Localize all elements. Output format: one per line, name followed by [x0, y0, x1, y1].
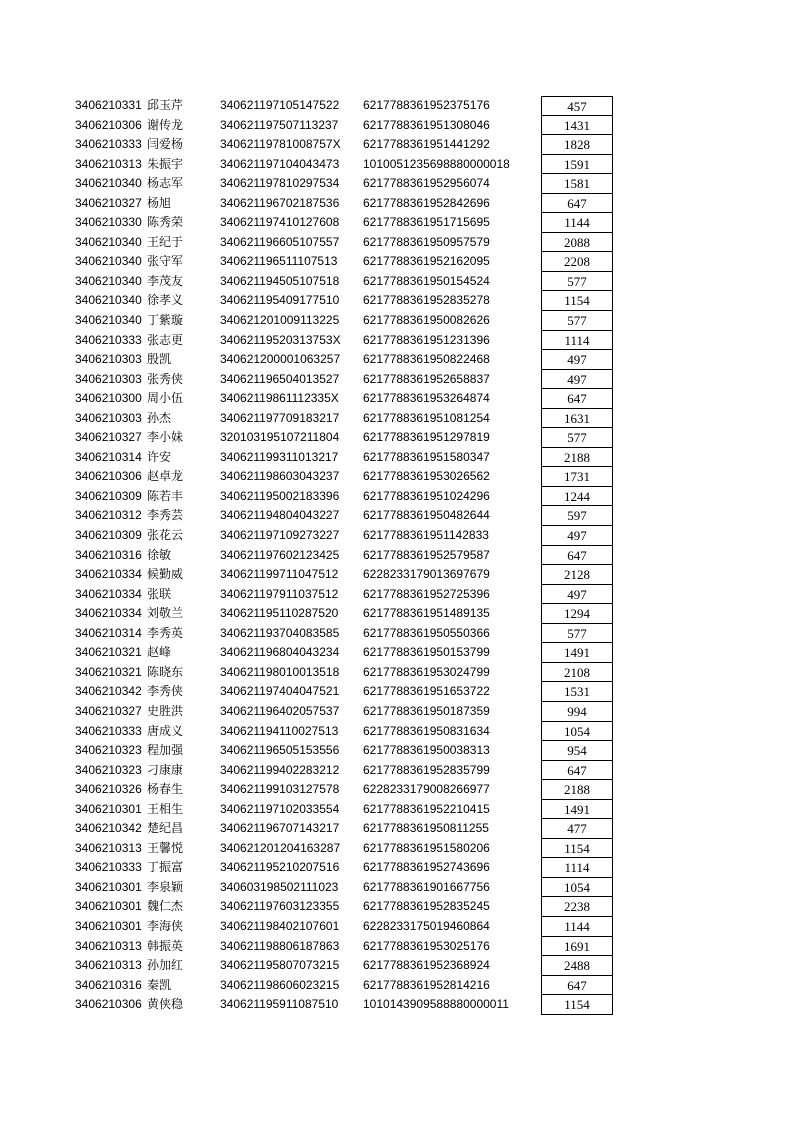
table-row — [0, 624, 793, 644]
name-cell[interactable]: 唐成义 — [147, 723, 184, 738]
amount-cell[interactable]: 2188 — [541, 448, 613, 468]
code-cell[interactable]: 3406210340 — [75, 176, 142, 191]
code-cell[interactable]: 3406210314 — [75, 625, 142, 640]
account-number-cell[interactable]: 6217788361901667756 — [363, 879, 490, 894]
name-cell[interactable]: 王馨悦 — [147, 840, 184, 855]
id-number-cell[interactable]: 340621194505107518 — [220, 273, 340, 288]
account-number-cell[interactable]: 6217788361950187359 — [363, 703, 490, 718]
code-cell[interactable]: 3406210316 — [75, 977, 142, 992]
code-cell[interactable]: 3406210340 — [75, 273, 142, 288]
id-number-cell[interactable]: 340621195002183396 — [220, 488, 340, 503]
amount-cell[interactable]: 497 — [541, 350, 613, 370]
code-cell[interactable]: 3406210306 — [75, 997, 142, 1012]
name-cell[interactable]: 杨春生 — [147, 782, 184, 797]
name-cell[interactable]: 闫爱杨 — [147, 137, 184, 152]
id-number-cell[interactable]: 340621194804043227 — [220, 508, 340, 523]
id-number-cell[interactable]: 340621197104043473 — [220, 156, 340, 171]
spreadsheet-table — [0, 96, 793, 1015]
code-cell[interactable]: 3406210342 — [75, 684, 142, 699]
table-row — [0, 604, 793, 624]
code-cell[interactable]: 3406210340 — [75, 293, 142, 308]
table-row — [0, 722, 793, 742]
id-number-cell[interactable]: 340621194110027513 — [220, 723, 339, 738]
name-cell[interactable]: 陈若丰 — [147, 488, 184, 503]
account-number-cell[interactable]: 6217788361952658837 — [363, 371, 490, 386]
name-cell[interactable]: 许安 — [147, 449, 172, 464]
id-number-cell[interactable]: 340621195807073215 — [220, 958, 340, 973]
amount-cell[interactable]: 1114 — [541, 858, 613, 878]
table-row — [0, 780, 793, 800]
name-cell[interactable]: 邱玉芹 — [147, 98, 184, 112]
amount-cell[interactable]: 2188 — [541, 780, 613, 800]
id-number-cell[interactable]: 340621198010013518 — [220, 664, 340, 679]
account-number-cell[interactable]: 6217788361953024799 — [363, 664, 490, 679]
code-cell[interactable]: 3406210334 — [75, 606, 142, 621]
amount-cell[interactable]: 1491 — [541, 643, 613, 663]
amount-cell[interactable]: 2488 — [541, 956, 613, 976]
name-cell[interactable]: 丁振富 — [147, 860, 184, 875]
amount-cell[interactable]: 1114 — [541, 331, 613, 351]
code-cell[interactable]: 3406210330 — [75, 215, 142, 230]
id-number-cell[interactable]: 34062119520313753X — [220, 332, 341, 347]
amount-cell[interactable]: 1731 — [541, 467, 613, 487]
id-number-cell[interactable]: 340621196504013527 — [220, 371, 340, 386]
name-cell[interactable]: 殷凯 — [147, 352, 172, 367]
table-row — [0, 858, 793, 878]
account-number-cell[interactable]: 6217788361952210415 — [363, 801, 490, 816]
code-cell[interactable]: 3406210326 — [75, 782, 142, 797]
name-cell[interactable]: 赵卓龙 — [147, 469, 184, 484]
account-number-cell[interactable]: 6217788361952579587 — [363, 547, 490, 562]
amount-cell[interactable]: 577 — [541, 428, 613, 448]
id-number-cell[interactable]: 320103195107211804 — [220, 430, 340, 445]
code-cell[interactable]: 3406210301 — [75, 899, 142, 914]
account-number-cell[interactable]: 6217788361950811255 — [363, 821, 489, 836]
name-cell[interactable]: 孙加红 — [147, 958, 184, 973]
table-row — [0, 585, 793, 605]
amount-cell[interactable]: 1294 — [541, 604, 613, 624]
name-cell[interactable]: 李秀芸 — [147, 508, 184, 523]
amount-cell[interactable]: 2108 — [541, 663, 613, 683]
code-cell[interactable]: 3406210312 — [75, 508, 142, 523]
table-row — [0, 135, 793, 155]
table-row — [0, 213, 793, 233]
amount-cell[interactable]: 954 — [541, 741, 613, 761]
code-cell[interactable]: 3406210301 — [75, 801, 142, 816]
amount-cell[interactable]: 577 — [541, 311, 613, 331]
amount-cell[interactable]: 647 — [541, 194, 613, 214]
amount-cell[interactable]: 1691 — [541, 937, 613, 957]
amount-cell[interactable]: 647 — [541, 546, 613, 566]
id-number-cell[interactable]: 340621196804043234 — [220, 645, 340, 660]
name-cell[interactable]: 李茂友 — [147, 273, 184, 288]
name-cell[interactable]: 李秀英 — [147, 625, 184, 640]
table-row — [0, 878, 793, 898]
table-row — [0, 370, 793, 390]
account-number-cell[interactable]: 6217788361952814216 — [363, 977, 490, 992]
table-row — [0, 409, 793, 429]
id-number-cell[interactable]: 340621201009113225 — [220, 313, 340, 328]
amount-cell[interactable]: 1591 — [541, 155, 613, 175]
name-cell[interactable]: 杨志军 — [147, 176, 184, 191]
table-row — [0, 174, 793, 194]
amount-cell[interactable]: 497 — [541, 526, 613, 546]
name-cell[interactable]: 李秀侠 — [147, 684, 184, 699]
id-number-cell[interactable]: 340621197507113237 — [220, 117, 339, 132]
id-number-cell[interactable]: 340621196702187536 — [220, 195, 340, 210]
code-cell[interactable]: 3406210342 — [75, 821, 142, 836]
code-cell[interactable]: 3406210301 — [75, 879, 142, 894]
code-cell[interactable]: 3406210340 — [75, 234, 142, 249]
code-cell[interactable]: 3406210314 — [75, 449, 142, 464]
id-number-cell[interactable]: 340621198806187863 — [220, 938, 340, 953]
table-row — [0, 291, 793, 311]
account-number-cell[interactable]: 6217788361950831634 — [363, 723, 490, 738]
table-row — [0, 506, 793, 526]
table-row — [0, 976, 793, 996]
account-number-cell[interactable]: 6217788361951580347 — [363, 449, 490, 464]
table-row — [0, 702, 793, 722]
amount-cell[interactable]: 2208 — [541, 252, 613, 272]
account-number-cell[interactable]: 6217788361951441292 — [363, 137, 490, 152]
id-number-cell[interactable]: 340621196402057537 — [220, 703, 340, 718]
code-cell[interactable]: 3406210313 — [75, 938, 142, 953]
amount-cell[interactable]: 647 — [541, 761, 613, 781]
amount-cell[interactable]: 2238 — [541, 897, 613, 917]
name-cell[interactable]: 周小伍 — [147, 391, 184, 406]
id-number-cell[interactable]: 340603198502111023 — [220, 879, 339, 894]
code-cell[interactable]: 3406210323 — [75, 762, 142, 777]
code-cell[interactable]: 3406210340 — [75, 254, 142, 269]
name-cell[interactable]: 刘敬兰 — [147, 606, 184, 621]
account-number-cell[interactable]: 6217788361950154524 — [363, 273, 490, 288]
id-number-cell[interactable]: 340621197410127608 — [220, 215, 340, 230]
code-cell[interactable]: 3406210334 — [75, 567, 142, 582]
code-cell[interactable]: 3406210303 — [75, 410, 142, 425]
name-cell[interactable]: 谢传龙 — [147, 117, 184, 132]
code-cell[interactable]: 3406210303 — [75, 352, 142, 367]
id-number-cell[interactable]: 340621199711047512 — [220, 567, 339, 582]
id-number-cell[interactable]: 340621197105147522 — [220, 98, 340, 112]
id-number-cell[interactable]: 34062119781008757X — [220, 137, 341, 152]
name-cell[interactable]: 史胜洪 — [147, 703, 184, 718]
table-row — [0, 917, 793, 937]
table-row — [0, 194, 793, 214]
account-number-cell[interactable]: 6217788361952725396 — [363, 586, 490, 601]
id-number-cell[interactable]: 340621200001063257 — [220, 352, 341, 367]
code-cell[interactable]: 3406210333 — [75, 860, 142, 875]
id-number-cell[interactable]: 340621197810297534 — [220, 176, 340, 191]
code-cell[interactable]: 3406210331 — [75, 98, 142, 112]
amount-cell[interactable]: 2128 — [541, 565, 613, 585]
name-cell[interactable]: 李海侠 — [147, 918, 184, 933]
code-cell[interactable]: 3406210333 — [75, 332, 142, 347]
code-cell[interactable]: 3406210340 — [75, 313, 142, 328]
account-number-cell[interactable]: 6217788361952743696 — [363, 860, 490, 875]
table-row — [0, 741, 793, 761]
name-cell[interactable]: 韩振英 — [147, 938, 184, 953]
amount-cell[interactable]: 1431 — [541, 116, 613, 136]
account-number-cell[interactable]: 6217788361952162095 — [363, 254, 490, 269]
code-cell[interactable]: 3406210334 — [75, 586, 142, 601]
account-number-cell[interactable]: 6217788361953026562 — [363, 469, 490, 484]
name-cell[interactable]: 赵峰 — [147, 645, 172, 660]
table-row — [0, 995, 793, 1015]
name-cell[interactable]: 楚纪昌 — [147, 821, 184, 836]
amount-cell[interactable]: 1154 — [541, 839, 613, 859]
name-cell[interactable]: 李小妹 — [147, 430, 184, 445]
name-cell[interactable]: 张守军 — [147, 254, 184, 269]
table-row — [0, 643, 793, 663]
account-number-cell[interactable]: 6217788361950038313 — [363, 743, 490, 758]
name-cell[interactable]: 孙杰 — [147, 410, 172, 425]
name-cell[interactable]: 丁紫璇 — [147, 313, 184, 328]
table-row — [0, 116, 793, 136]
table-row — [0, 800, 793, 820]
account-number-cell[interactable]: 6217788361953025176 — [363, 938, 490, 953]
name-cell[interactable]: 秦凯 — [147, 977, 172, 992]
amount-cell[interactable]: 1054 — [541, 722, 613, 742]
code-cell[interactable]: 3406210313 — [75, 958, 142, 973]
name-cell[interactable]: 陈晓东 — [147, 664, 184, 679]
table-row — [0, 350, 793, 370]
account-number-cell[interactable]: 6217788361952956074 — [363, 176, 490, 191]
table-row — [0, 897, 793, 917]
amount-cell[interactable]: 577 — [541, 272, 613, 292]
table-row — [0, 311, 793, 331]
amount-cell[interactable]: 994 — [541, 702, 613, 722]
account-number-cell[interactable]: 6217788361950482644 — [363, 508, 490, 523]
id-number-cell[interactable]: 340621197109273227 — [220, 528, 340, 543]
name-cell[interactable]: 张花云 — [147, 528, 184, 543]
account-number-cell[interactable]: 6217788361951297819 — [363, 430, 490, 445]
id-number-cell[interactable]: 340621193704083585 — [220, 625, 340, 640]
name-cell[interactable]: 朱振宇 — [147, 156, 184, 171]
table-row — [0, 233, 793, 253]
table-row — [0, 331, 793, 351]
amount-cell[interactable]: 457 — [541, 96, 613, 116]
account-number-cell[interactable]: 6217788361951580206 — [363, 840, 490, 855]
table-row — [0, 682, 793, 702]
name-cell[interactable]: 徐敏 — [147, 547, 172, 562]
id-number-cell[interactable]: 340621197911037512 — [220, 586, 339, 601]
amount-cell[interactable]: 1631 — [541, 409, 613, 429]
id-number-cell[interactable]: 340621195110287520 — [220, 606, 339, 621]
code-cell[interactable]: 3406210323 — [75, 743, 142, 758]
amount-cell[interactable]: 1491 — [541, 800, 613, 820]
id-number-cell[interactable]: 340621197709183217 — [220, 410, 340, 425]
table-row — [0, 448, 793, 468]
amount-cell[interactable]: 1144 — [541, 213, 613, 233]
account-number-cell[interactable]: 6217788361951081254 — [363, 410, 490, 425]
name-cell[interactable]: 张秀侠 — [147, 371, 184, 386]
amount-cell[interactable]: 647 — [541, 389, 613, 409]
table-row — [0, 663, 793, 683]
amount-cell[interactable]: 497 — [541, 585, 613, 605]
table-row — [0, 272, 793, 292]
table-row — [0, 565, 793, 585]
name-cell[interactable]: 徐孝义 — [147, 293, 184, 308]
table-row — [0, 487, 793, 507]
table-row — [0, 428, 793, 448]
amount-cell[interactable]: 1154 — [541, 291, 613, 311]
id-number-cell[interactable]: 340621196605107557 — [220, 234, 340, 249]
name-cell[interactable]: 李泉颖 — [147, 879, 184, 894]
id-number-cell[interactable]: 340621196505153556 — [220, 743, 340, 758]
table-row — [0, 155, 793, 175]
code-cell[interactable]: 3406210327 — [75, 195, 142, 210]
id-number-cell[interactable]: 340621196707143217 — [220, 821, 340, 836]
name-cell[interactable]: 张联 — [147, 586, 172, 601]
account-number-cell[interactable]: 6217788361952835799 — [363, 762, 490, 777]
id-number-cell[interactable]: 340621197404047521 — [220, 684, 340, 699]
id-number-cell[interactable]: 340621197602123425 — [220, 547, 340, 562]
name-cell[interactable]: 候勤威 — [147, 567, 184, 582]
name-cell[interactable]: 陈秀荣 — [147, 215, 184, 230]
code-cell[interactable]: 3406210309 — [75, 488, 142, 503]
name-cell[interactable]: 王纪于 — [147, 234, 184, 249]
amount-cell[interactable]: 1581 — [541, 174, 613, 194]
id-number-cell[interactable]: 340621195210207516 — [220, 860, 340, 875]
name-cell[interactable]: 程加强 — [147, 743, 184, 758]
name-cell[interactable]: 杨旭 — [147, 195, 172, 210]
table-row — [0, 761, 793, 781]
table-row — [0, 956, 793, 976]
account-number-cell[interactable]: 6228233175019460864 — [363, 918, 490, 933]
account-number-cell[interactable]: 6217788361951308046 — [363, 117, 490, 132]
code-cell[interactable]: 3406210327 — [75, 430, 142, 445]
code-cell[interactable]: 3406210316 — [75, 547, 142, 562]
name-cell[interactable]: 黄侠稳 — [147, 997, 184, 1012]
account-number-cell[interactable]: 6217788361952835278 — [363, 293, 490, 308]
code-cell[interactable]: 3406210333 — [75, 723, 142, 738]
account-number-cell[interactable]: 6217788361951715695 — [363, 215, 490, 230]
amount-cell[interactable]: 1054 — [541, 878, 613, 898]
account-number-cell[interactable]: 6217788361950082626 — [363, 313, 490, 328]
amount-cell[interactable]: 647 — [541, 976, 613, 996]
account-number-cell[interactable]: 6217788361952835245 — [363, 899, 490, 914]
code-cell[interactable]: 3406210333 — [75, 137, 142, 152]
name-cell[interactable]: 魏仁杰 — [147, 899, 184, 914]
table-row — [0, 546, 793, 566]
account-number-cell[interactable]: 6217788361950550366 — [363, 625, 490, 640]
id-number-cell[interactable]: 340621195911087510 — [220, 997, 339, 1012]
id-number-cell[interactable]: 340621197603123355 — [220, 899, 340, 914]
account-number-cell[interactable]: 6217788361950957579 — [363, 234, 490, 249]
name-cell[interactable]: 张志更 — [147, 332, 184, 347]
code-cell[interactable]: 3406210303 — [75, 371, 142, 386]
id-number-cell[interactable]: 340621199103127578 — [220, 782, 340, 797]
id-number-cell[interactable]: 340621195409177510 — [220, 293, 340, 308]
table-row — [0, 467, 793, 487]
account-number-cell[interactable]: 1010143909588880000011 — [363, 997, 509, 1012]
account-number-cell[interactable]: 6228233179013697679 — [363, 567, 490, 582]
table-row — [0, 839, 793, 859]
name-cell[interactable]: 王相生 — [147, 801, 184, 816]
account-number-cell[interactable]: 6217788361951489135 — [363, 606, 490, 621]
account-number-cell[interactable]: 6217788361952375176 — [363, 98, 490, 112]
id-number-cell[interactable]: 340621197102033554 — [220, 801, 340, 816]
account-number-cell[interactable]: 6217788361951231396 — [363, 332, 490, 347]
table-row — [0, 526, 793, 546]
id-number-cell[interactable]: 340621196511107513 — [220, 254, 338, 269]
account-number-cell[interactable]: 6217788361951653722 — [363, 684, 490, 699]
id-number-cell[interactable]: 34062119861112335X — [220, 391, 339, 406]
code-cell[interactable]: 3406210327 — [75, 703, 142, 718]
code-cell[interactable]: 3406210313 — [75, 156, 142, 171]
account-number-cell[interactable]: 6217788361951142833 — [363, 528, 489, 543]
table-row — [0, 96, 793, 116]
code-cell[interactable]: 3406210301 — [75, 918, 142, 933]
amount-cell[interactable]: 1154 — [541, 995, 613, 1015]
id-number-cell[interactable]: 340621198402107601 — [220, 918, 340, 933]
table-row — [0, 389, 793, 409]
amount-cell[interactable]: 577 — [541, 624, 613, 644]
id-number-cell[interactable]: 340621201204163287 — [220, 840, 341, 855]
account-number-cell[interactable]: 6217788361952368924 — [363, 958, 490, 973]
code-cell[interactable]: 3406210306 — [75, 469, 142, 484]
account-number-cell[interactable]: 1010051235698880000018 — [363, 156, 510, 171]
account-number-cell[interactable]: 6217788361953264874 — [363, 391, 490, 406]
table-row — [0, 819, 793, 839]
code-cell[interactable]: 3406210321 — [75, 645, 142, 660]
id-number-cell[interactable]: 340621198603043237 — [220, 469, 340, 484]
amount-cell[interactable]: 1244 — [541, 487, 613, 507]
amount-cell[interactable]: 497 — [541, 370, 613, 390]
amount-cell[interactable]: 477 — [541, 819, 613, 839]
code-cell[interactable]: 3406210313 — [75, 840, 142, 855]
code-cell[interactable]: 3406210300 — [75, 391, 142, 406]
name-cell[interactable]: 刁康康 — [147, 762, 184, 777]
code-cell[interactable]: 3406210321 — [75, 664, 142, 679]
amount-cell[interactable]: 1144 — [541, 917, 613, 937]
amount-cell[interactable]: 1828 — [541, 135, 613, 155]
amount-cell[interactable]: 1531 — [541, 682, 613, 702]
account-number-cell[interactable]: 6217788361951024296 — [363, 488, 490, 503]
amount-cell[interactable]: 2088 — [541, 233, 613, 253]
code-cell[interactable]: 3406210306 — [75, 117, 142, 132]
table-row — [0, 252, 793, 272]
id-number-cell[interactable]: 340621198606023215 — [220, 977, 340, 992]
code-cell[interactable]: 3406210309 — [75, 528, 142, 543]
table-row — [0, 937, 793, 957]
id-number-cell[interactable]: 340621199402283212 — [220, 762, 340, 777]
account-number-cell[interactable]: 6217788361952842696 — [363, 195, 490, 210]
amount-cell[interactable]: 597 — [541, 506, 613, 526]
id-number-cell[interactable]: 340621199311013217 — [220, 449, 339, 464]
account-number-cell[interactable]: 6228233179008266977 — [363, 782, 490, 797]
account-number-cell[interactable]: 6217788361950822468 — [363, 352, 490, 367]
account-number-cell[interactable]: 6217788361950153799 — [363, 645, 490, 660]
